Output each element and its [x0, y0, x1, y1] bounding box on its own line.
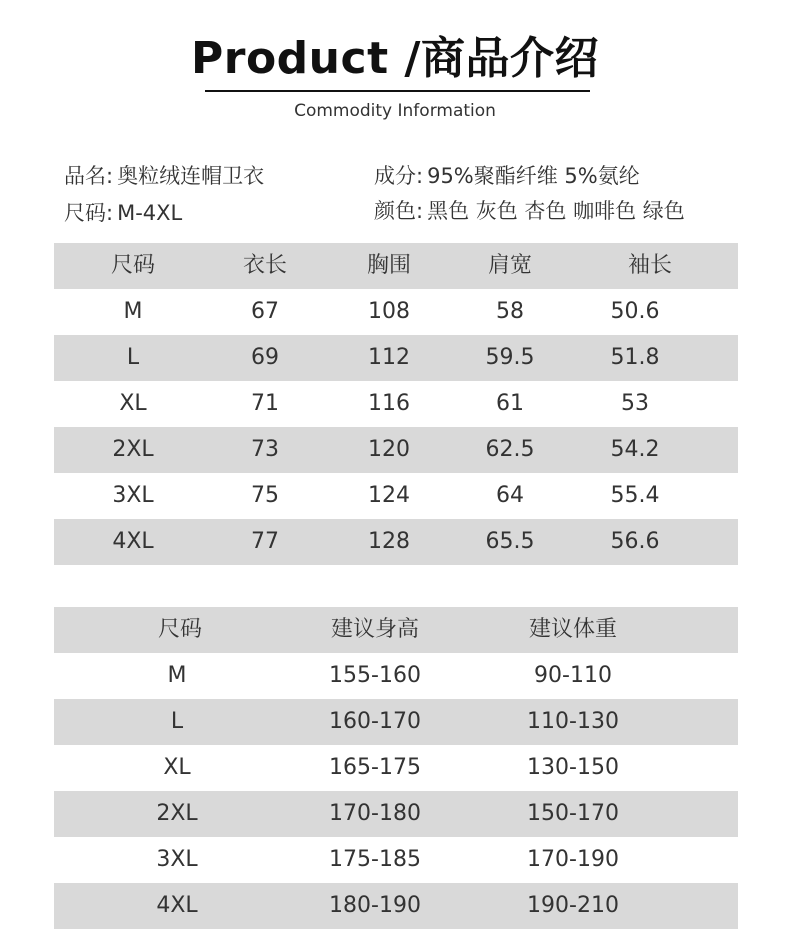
table-cell: 110-130 [527, 709, 619, 734]
table-cell: 165-175 [329, 755, 421, 780]
product-name-label: 品名: [64, 164, 114, 188]
size-chart-header-cell: 胸围 [366, 253, 411, 278]
table-cell: L [170, 709, 184, 734]
table-cell: 3XL [156, 847, 198, 872]
table-cell: 77 [251, 529, 279, 554]
table-row [54, 837, 738, 883]
table-cell: 56.6 [610, 529, 660, 554]
table-cell: 180-190 [329, 893, 421, 918]
table-cell: 2XL [112, 437, 154, 462]
fit-chart-header-row [54, 607, 738, 653]
size-chart-header-cell: 尺码 [110, 253, 155, 278]
page-subtitle: Commodity Information [294, 101, 496, 121]
table-cell: 62.5 [485, 437, 535, 462]
fit-chart-table [54, 607, 738, 929]
table-cell: M [167, 663, 187, 688]
size-range-line [64, 198, 182, 228]
color-value: 黑色 灰色 杏色 咖啡色 绿色 [427, 199, 685, 223]
table-cell: 2XL [156, 801, 198, 826]
table-cell: 55.4 [610, 483, 660, 508]
material-value: 95%聚酯纤维 5%氨纶 [427, 164, 640, 188]
table-row [54, 653, 738, 699]
table-cell: 175-185 [329, 847, 421, 872]
table-row [54, 791, 738, 837]
table-cell: 90-110 [534, 663, 612, 688]
table-cell: 65.5 [485, 529, 535, 554]
table-cell: 51.8 [610, 345, 660, 370]
table-cell: XL [119, 391, 147, 416]
table-cell: 150-170 [527, 801, 619, 826]
size-chart-header-cell: 肩宽 [487, 253, 532, 278]
table-cell: 112 [368, 345, 410, 370]
table-cell: 155-160 [329, 663, 421, 688]
material-line [374, 161, 640, 191]
table-cell: 128 [368, 529, 410, 554]
size-range-value: M-4XL [117, 201, 183, 225]
table-cell: 190-210 [527, 893, 619, 918]
table-cell: 53 [621, 391, 649, 416]
fit-chart-header-cell: 建议身高 [330, 617, 419, 642]
table-cell: 130-150 [527, 755, 619, 780]
table-cell: 50.6 [610, 299, 660, 324]
table-row [54, 381, 738, 427]
table-cell: 75 [251, 483, 279, 508]
table-cell: XL [163, 755, 191, 780]
table-row [54, 519, 738, 565]
fit-chart-header-cell: 建议体重 [528, 617, 617, 642]
table-cell: 67 [251, 299, 279, 324]
table-row [54, 699, 738, 745]
size-chart-header-cell: 衣长 [242, 253, 287, 278]
table-cell: 71 [251, 391, 279, 416]
table-cell: 69 [251, 345, 279, 370]
table-cell: M [123, 299, 143, 324]
product-name-line [64, 161, 264, 191]
size-chart-table [54, 243, 738, 565]
table-cell: L [126, 345, 140, 370]
table-cell: 4XL [112, 529, 154, 554]
table-cell: 116 [368, 391, 410, 416]
page-title: Product /商品介绍 [191, 33, 599, 84]
table-cell: 54.2 [610, 437, 660, 462]
table-cell: 160-170 [329, 709, 421, 734]
table-row [54, 745, 738, 791]
table-row [54, 289, 738, 335]
size-chart-header-cell: 袖长 [627, 253, 672, 278]
table-cell: 170-190 [527, 847, 619, 872]
color-label: 颜色: [374, 199, 424, 223]
table-cell: 108 [368, 299, 410, 324]
table-row [54, 473, 738, 519]
table-cell: 170-180 [329, 801, 421, 826]
fit-chart-header-cell: 尺码 [157, 617, 202, 642]
color-line [374, 196, 685, 226]
table-row [54, 335, 738, 381]
table-row [54, 427, 738, 473]
table-cell: 124 [368, 483, 410, 508]
title-divider [205, 90, 590, 92]
table-cell: 4XL [156, 893, 198, 918]
size-range-label: 尺码: [64, 201, 114, 225]
table-cell: 120 [368, 437, 410, 462]
size-chart-header-row [54, 243, 738, 289]
table-cell: 58 [496, 299, 524, 324]
table-cell: 64 [496, 483, 524, 508]
table-cell: 59.5 [485, 345, 535, 370]
material-label: 成分: [374, 164, 424, 188]
table-cell: 73 [251, 437, 279, 462]
table-cell: 61 [496, 391, 524, 416]
product-name-value: 奥粒绒连帽卫衣 [117, 164, 265, 188]
table-row [54, 883, 738, 929]
table-cell: 3XL [112, 483, 154, 508]
